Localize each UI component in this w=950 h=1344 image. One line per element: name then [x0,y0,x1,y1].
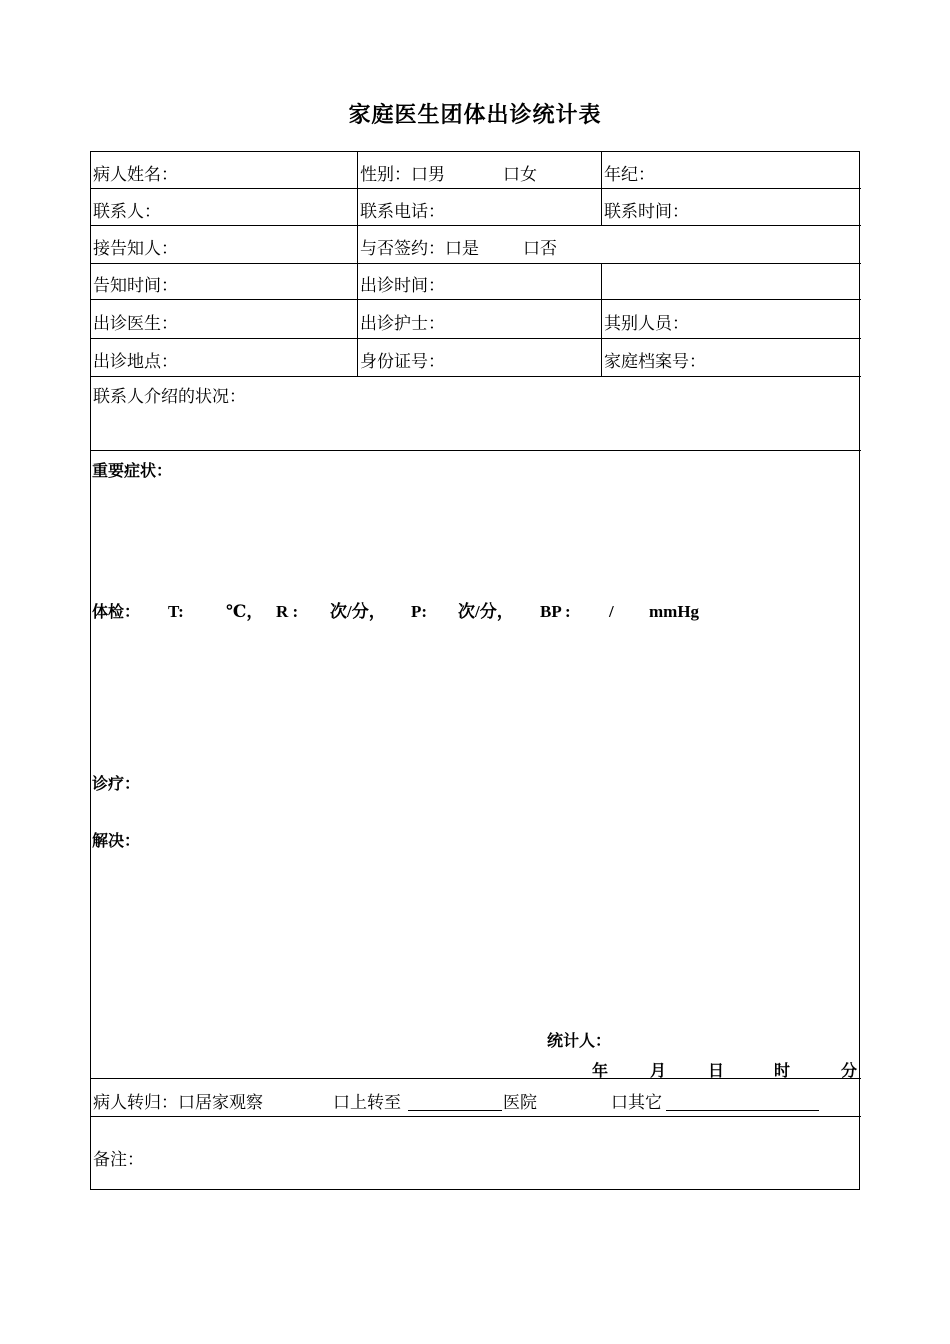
row-divider [90,338,861,339]
exam-bp-slash: / [609,602,614,621]
outcome-home-observation[interactable]: 病人转归：口居家观察 [93,1093,263,1113]
resolution-label: 解决： [92,831,141,850]
row-divider [90,450,861,451]
nurse-label: 出诊护士： [360,314,445,334]
statistician-label: 统计人： [547,1031,612,1050]
contact-phone-label: 联系电话： [360,202,445,222]
signed-no-option[interactable]: 口否 [523,239,557,259]
id-number-label: 身份证号： [360,352,445,372]
notify-time-label: 告知时间： [93,276,178,296]
age-label: 年纪： [604,165,655,185]
visit-place-label: 出诊地点： [93,352,178,372]
gender-male-option[interactable]: 性别：口男 [360,165,445,185]
gender-female-option[interactable]: 口女 [503,165,537,185]
outcome-other-option[interactable]: 口其它 [611,1093,662,1113]
row-divider [90,376,861,377]
row-divider [90,263,861,264]
row-divider [90,188,861,189]
signed-yes-option[interactable]: 与否签约：口是 [360,239,479,259]
form-table [90,151,860,1190]
row-divider [90,1116,861,1117]
contact-time-label: 联系时间： [604,202,689,222]
date-minute-label: 分 [841,1061,858,1080]
visit-time-label: 出诊时间： [360,276,445,296]
treatment-label: 诊疗： [92,774,141,793]
exam-celsius-unit: ℃， [226,602,264,621]
other-outcome-blank[interactable] [666,1093,819,1111]
exam-bp-unit: mmHg [649,602,700,621]
contact-person-label: 联系人： [93,202,161,222]
exam-label: 体检： [92,602,141,621]
page-title: 家庭医生团体出诊统计表 [348,103,602,128]
family-file-label: 家庭档案号： [604,352,706,372]
date-day-label: 日 [708,1061,725,1080]
exam-bp-label: BP : [540,602,571,621]
column-divider [601,263,602,376]
exam-respiration-label: R : [276,602,299,621]
patient-name-label: 病人姓名： [93,165,178,185]
symptoms-label: 重要症状： [92,461,173,480]
date-hour-label: 时 [774,1061,791,1080]
row-divider [90,299,861,300]
hospital-label: 医院 [503,1093,537,1113]
date-year-label: 年 [592,1061,609,1080]
exam-pulse-label: P: [411,602,428,621]
exam-temperature-label: T: [168,602,184,621]
notified-by-label: 接告知人： [93,239,178,259]
transfer-hospital-blank[interactable] [408,1093,502,1111]
doctor-label: 出诊医生： [93,314,178,334]
other-staff-label: 其别人员： [604,314,689,334]
column-divider [601,151,602,225]
exam-respiration-unit: 次/分， [330,602,386,621]
outcome-transfer-option[interactable]: 口上转至 [333,1093,401,1113]
remarks-label: 备注： [93,1150,144,1170]
column-divider [357,151,358,376]
row-divider [90,225,861,226]
date-month-label: 月 [650,1061,667,1080]
contact-intro-label: 联系人介绍的状况： [93,387,246,407]
row-divider [90,1078,861,1079]
exam-pulse-unit: 次/分， [458,602,514,621]
